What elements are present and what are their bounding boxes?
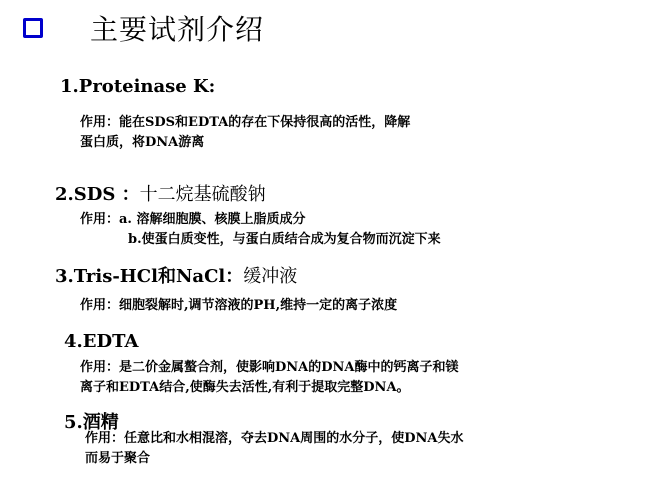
section-description-line: 作用：a. 溶解细胞膜、核膜上脂质成分 — [80, 212, 306, 227]
section-heading-chinese: 缓冲液 — [243, 266, 298, 287]
section-description-line: 作用：能在SDS和EDTA的存在下保持很高的活性，降解 — [80, 115, 411, 130]
section-heading-prefix: 2.SDS ： — [55, 184, 140, 205]
section-heading-prefix: 3.Tris-HCl和NaCl： — [55, 266, 244, 287]
page-title: 主要试剂介绍 — [90, 13, 265, 46]
section-description-line: 离子和EDTA结合,使酶失去活性,有利于提取完整DNA。 — [80, 380, 410, 395]
section-heading-tris-hcl-nacl — [55, 262, 297, 288]
section-description-line: 作用：任意比和水相混溶，夺去DNA周围的水分子，使DNA失水 — [85, 431, 464, 446]
section-heading-sds — [55, 180, 266, 206]
section-description-line: 而易于聚合 — [85, 451, 151, 466]
section-description-line: 蛋白质，将DNA游离 — [80, 135, 205, 150]
section-heading-proteinase-k: 1.Proteinase K: — [60, 76, 216, 97]
section-heading-chinese: 十二烷基硫酸钠 — [139, 184, 266, 205]
section-description-line: 作用：细胞裂解时,调节溶液的PH,维持一定的离子浓度 — [80, 298, 398, 313]
section-description-line: b.使蛋白质变性，与蛋白质结合成为复合物而沉淀下来 — [128, 232, 441, 247]
section-heading-alcohol: 5.酒精 — [64, 412, 119, 433]
checkbox-bullet-icon — [23, 18, 43, 38]
section-heading-edta: 4.EDTA — [64, 331, 139, 352]
section-description-line: 作用：是二价金属螯合剂，使影响DNA的DNA酶中的钙离子和镁 — [80, 360, 459, 375]
